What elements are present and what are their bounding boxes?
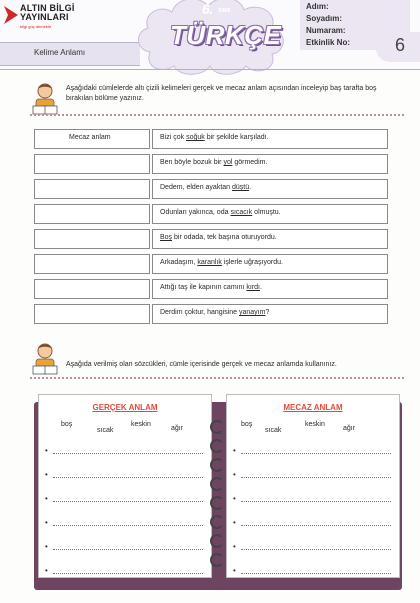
sentence-cell bbox=[152, 204, 388, 224]
spiral-ring-icon bbox=[210, 496, 224, 510]
spiral-ring-icon bbox=[210, 458, 224, 472]
underlined-word: kırdı bbox=[246, 284, 261, 291]
publisher-logo bbox=[4, 4, 92, 36]
underlined-word: düştü bbox=[232, 184, 250, 191]
word-agir: ağır bbox=[343, 425, 356, 432]
answer-box[interactable] bbox=[34, 229, 150, 249]
line-bullet: • bbox=[45, 446, 48, 455]
sentence-pre: Odunları yakınca, oda bbox=[160, 209, 231, 216]
sentence-post: olmuştu. bbox=[252, 209, 281, 216]
sentence-cell bbox=[152, 129, 388, 149]
sentence-text bbox=[160, 309, 269, 316]
spiral-ring-icon bbox=[210, 553, 224, 567]
reading-child-icon bbox=[30, 342, 60, 378]
word-sicak: sıcak bbox=[97, 427, 114, 434]
notebook-illustration bbox=[30, 394, 406, 590]
writing-line[interactable] bbox=[53, 573, 203, 574]
header-divider bbox=[0, 69, 420, 70]
word-bos: boş bbox=[241, 421, 253, 428]
sentence-text bbox=[160, 184, 251, 191]
spiral-ring-icon bbox=[210, 420, 224, 434]
exercise1-instruction: Aşağıdaki cümlelerde altı çizili kelimeleri gerçek ve mecaz anlam açısından inceleyip baş tarafta boş bırakılan bölüme yazınız. bbox=[66, 85, 377, 102]
line-bullet: • bbox=[233, 446, 236, 455]
writing-line[interactable] bbox=[241, 453, 391, 454]
line-bullet: • bbox=[45, 470, 48, 479]
line-bullet: • bbox=[233, 470, 236, 479]
exercise2-instruction: Aşağıda verilmiş olan sözcükleri, cümle içerisinde gerçek ve mecaz anlamda kullanınız. bbox=[66, 361, 337, 368]
word-keskin: keskin bbox=[305, 421, 325, 428]
writing-line[interactable] bbox=[241, 525, 391, 526]
writing-line[interactable] bbox=[53, 477, 203, 478]
underlined-word: sıcacık bbox=[230, 209, 253, 216]
right-page bbox=[226, 394, 400, 578]
sentence-text bbox=[160, 159, 267, 166]
line-bullet: • bbox=[45, 566, 48, 575]
sentence-text bbox=[160, 209, 281, 216]
answer-box[interactable] bbox=[34, 179, 150, 199]
writing-line[interactable] bbox=[241, 477, 391, 478]
dotted-divider bbox=[30, 114, 404, 116]
grade-number: 6. bbox=[202, 1, 213, 17]
sentence-text bbox=[160, 134, 269, 141]
underlined-word: yol bbox=[223, 159, 233, 166]
sentence-cell bbox=[152, 154, 388, 174]
sentence-cell bbox=[152, 254, 388, 274]
number-field-label: Numaram: bbox=[306, 26, 346, 35]
word-agir: ağır bbox=[171, 425, 184, 432]
sentence-cell bbox=[152, 179, 388, 199]
surname-field-label: Soyadım: bbox=[306, 14, 343, 23]
figurative-meaning-title: MECAZ ANLAM bbox=[283, 403, 343, 412]
literal-meaning-title: GERÇEK ANLAM bbox=[92, 403, 158, 412]
sentence-post: . bbox=[260, 284, 262, 291]
sentence-cell bbox=[152, 279, 388, 299]
spiral-ring-icon bbox=[210, 515, 224, 529]
sentence-pre: Ben böyle bozuk bir bbox=[160, 159, 224, 166]
line-bullet: • bbox=[233, 566, 236, 575]
writing-line[interactable] bbox=[241, 501, 391, 502]
answer-box[interactable] bbox=[34, 279, 150, 299]
arrow-logo-icon bbox=[4, 6, 18, 24]
topic-banner bbox=[0, 42, 140, 66]
line-bullet: • bbox=[233, 542, 236, 551]
reading-child-icon bbox=[30, 82, 60, 118]
line-bullet: • bbox=[233, 494, 236, 503]
subject-title: TÜRKÇE bbox=[170, 20, 282, 50]
topic-title: Kelime Anlamı bbox=[34, 48, 86, 57]
line-bullet: • bbox=[45, 542, 48, 551]
answer-box[interactable] bbox=[34, 129, 150, 149]
sentence-text bbox=[160, 284, 262, 291]
line-bullet: • bbox=[45, 494, 48, 503]
grade-suffix: SINIF bbox=[218, 8, 231, 14]
writing-line[interactable] bbox=[53, 525, 203, 526]
answer-box[interactable] bbox=[34, 204, 150, 224]
spiral-ring-icon bbox=[210, 439, 224, 453]
sentence-text bbox=[160, 234, 277, 241]
spiral-ring-icon bbox=[210, 534, 224, 548]
publisher-name-line1: ALTIN BİLGİ bbox=[20, 3, 75, 13]
sentence-post: görmedim. bbox=[232, 159, 268, 166]
writing-line[interactable] bbox=[241, 549, 391, 550]
underlined-word: soğuk bbox=[186, 134, 205, 141]
sentence-post: bir odada, tek başına oturuyordu. bbox=[172, 234, 277, 241]
page-number: 6 bbox=[395, 35, 406, 55]
answer-text: Mecaz anlam bbox=[69, 134, 111, 141]
name-field-label: Adım: bbox=[306, 2, 329, 11]
sentence-post: işlerle uğraşıyordu. bbox=[221, 259, 283, 266]
sentence-text bbox=[160, 259, 283, 266]
sentence-pre: Arkadaşım, bbox=[160, 259, 198, 266]
underlined-word: Boş bbox=[160, 234, 173, 241]
writing-line[interactable] bbox=[241, 573, 391, 574]
word-keskin: keskin bbox=[131, 421, 151, 428]
answer-box[interactable] bbox=[34, 254, 150, 274]
spiral-ring-icon bbox=[210, 477, 224, 491]
answer-box[interactable] bbox=[34, 154, 150, 174]
sentence-cell bbox=[152, 304, 388, 324]
sentence-post: ? bbox=[265, 309, 270, 316]
writing-line[interactable] bbox=[53, 501, 203, 502]
sentence-post: . bbox=[249, 184, 252, 191]
sentence-pre: Attığı taş ile kapının camını bbox=[160, 284, 247, 291]
line-bullet: • bbox=[233, 518, 236, 527]
word-bos: boş bbox=[61, 421, 73, 428]
left-page bbox=[38, 394, 212, 578]
sentence-pre: Derdim çoktur, hangisine bbox=[160, 309, 239, 316]
publisher-tagline: bilgi güç demektir bbox=[20, 24, 52, 29]
dotted-divider bbox=[30, 377, 404, 379]
underlined-word: yanayım bbox=[238, 309, 266, 316]
writing-line[interactable] bbox=[53, 549, 203, 550]
activity-no-field-label: Etkinlik No: bbox=[306, 38, 351, 47]
sentence-post: bir şekilde karşıladı. bbox=[204, 134, 269, 141]
sentence-pre: Dedem, elden ayaktan bbox=[160, 184, 232, 191]
line-bullet: • bbox=[45, 518, 48, 527]
word-sicak: sıcak bbox=[265, 427, 282, 434]
writing-line[interactable] bbox=[53, 453, 203, 454]
underlined-word: karanlık bbox=[197, 259, 222, 266]
sentence-pre: Bizi çok bbox=[160, 134, 187, 141]
answer-box[interactable] bbox=[34, 304, 150, 324]
publisher-name-line2: YAYINLARI bbox=[20, 12, 69, 22]
sentence-cell bbox=[152, 229, 388, 249]
